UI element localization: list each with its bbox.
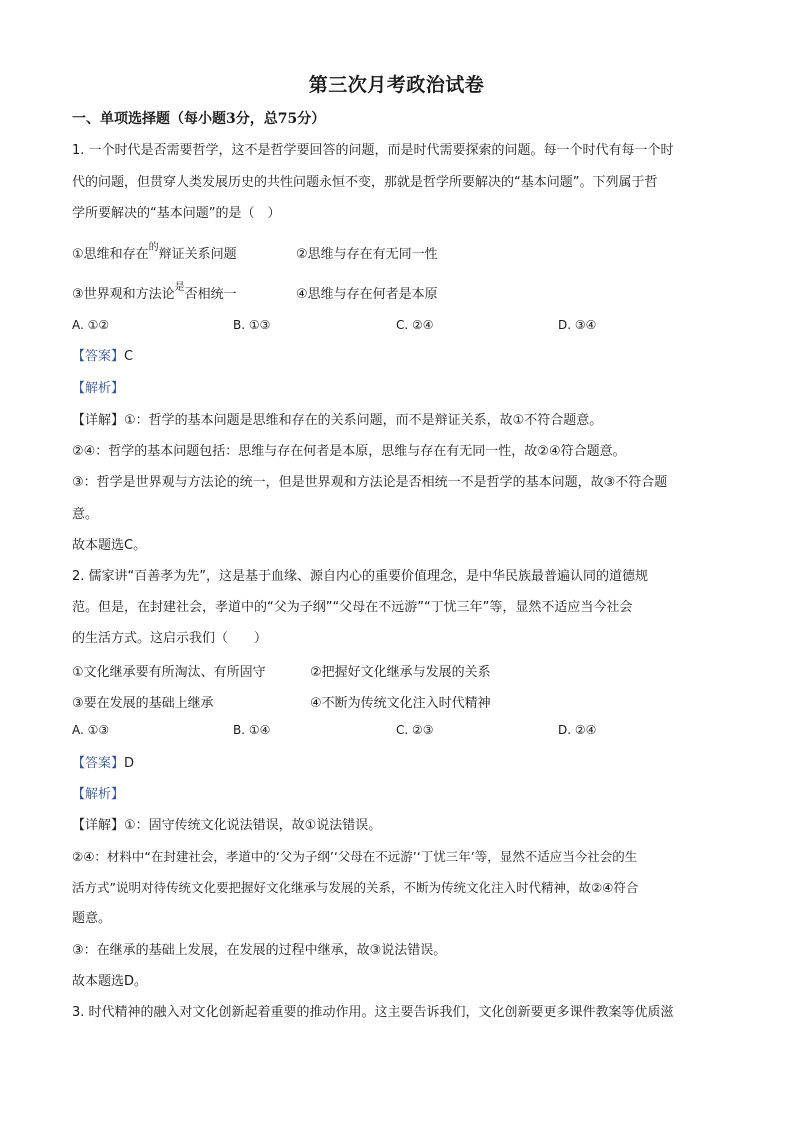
analysis-line: 故本题选D。: [72, 974, 148, 989]
question-2-item: ②把握好文化继承与发展的关系: [310, 665, 491, 680]
choice-c: C. ②③: [396, 723, 434, 737]
answer-line: [72, 348, 732, 366]
analysis-line: 活方式”说明对待传统文化要把握好文化继承与发展的关系，不断为传统文化注入时代精神，故②④符合: [72, 880, 639, 895]
item-text: ②思维与存在有无同一性: [296, 247, 438, 262]
section-heading: 一、单项选择题（每小题3分，总75分）: [72, 111, 326, 127]
question-1-stem-line: 1. 一个时代是否需要哲学，这不是哲学要回答的问题，而是时代需要探索的问题。每一个时代有每一个时: [72, 143, 674, 158]
item-text: 的: [148, 242, 159, 253]
analysis-line: ②④：哲学的基本问题包括：思维与存在何者是本原，思维与存在有无同一性，故②④符合题意。: [72, 444, 626, 459]
item-text: ①思维和存在: [72, 247, 149, 262]
page-title: 第三次月考政治试卷: [308, 74, 485, 96]
answer-tag: 【答案】: [72, 756, 125, 771]
analysis-line: ③：在继承的基础上发展，在发展的过程中继承，故③说法错误。: [72, 943, 447, 958]
item-text: 是: [174, 282, 185, 293]
answer-line: [72, 755, 732, 773]
item-text: ③世界观和方法论: [72, 287, 175, 302]
analysis-line: 故本题选C。: [72, 538, 147, 553]
question-2-stem-line: 范。但是，在封建社会，孝道中的“父为子纲”“父母在不远游”“丁忧三年”等，显然不适应当今社会: [72, 600, 633, 615]
choice-c: C. ②④: [396, 318, 434, 332]
question-1-stem-line: 代的问题，但贯穿人类发展历史的共性问题永恒不变，那就是哲学所要解决的“基本问题”。下列属于哲: [72, 175, 658, 190]
analysis-line: 【详解】①：哲学的基本问题是思维和存在的关系问题，而不是辩证关系，故①不符合题意。: [72, 413, 603, 428]
question-2-stem-line: 的生活方式。这启示我们（ ）: [72, 631, 268, 646]
analysis-line: 题意。: [72, 911, 112, 926]
analysis-line: 意。: [72, 507, 99, 522]
choice-d: D. ②④: [558, 723, 597, 737]
item-text: 否相统一: [184, 287, 237, 302]
choice-a: A. ①③: [72, 723, 110, 737]
item-text: 辩证关系问题: [158, 247, 237, 262]
question-2-item: ①文化继承要有所淘汰、有所固守: [72, 665, 266, 680]
analysis-tag: 【解析】: [72, 787, 125, 802]
analysis-line: ③：哲学是世界观与方法论的统一，但是世界观和方法论是否相统一不是哲学的基本问题，故③不符合题: [72, 475, 668, 490]
choice-a: A. ①②: [72, 318, 110, 332]
question-2-item: ④不断为传统文化注入时代精神: [310, 696, 491, 711]
question-2-item: ③要在发展的基础上继承: [72, 696, 214, 711]
analysis-line: ②④：材料中“在封建社会，孝道中的‘父为子纲’‘父母在不远游’‘丁忧三年’等，显然不适应当今社会的生: [72, 849, 638, 864]
answer-value: C: [124, 349, 134, 364]
question-2-stem-line: 2. 儒家讲“百善孝为先”，这是基于血缘、源自内心的重要价值理念，是中华民族最普遍认同的道德规: [72, 569, 649, 584]
question-1-item: [72, 243, 237, 262]
question-1-item: [296, 243, 438, 262]
item-text: ④思维与存在何者是本原: [296, 287, 438, 302]
answer-value: D: [124, 756, 135, 771]
analysis-line: 【详解】①：固守传统文化说法错误，故①说法错误。: [72, 818, 382, 833]
question-1-item: [296, 283, 438, 302]
answer-tag: 【答案】: [72, 349, 125, 364]
question-1-item: [72, 283, 237, 302]
choice-d: D. ③④: [558, 318, 597, 332]
analysis-tag: 【解析】: [72, 381, 125, 396]
question-3-stem-line: 3. 时代精神的融入对文化创新起着重要的推动作用。这主要告诉我们，文化创新要更多课件教案等优质滋: [72, 1005, 674, 1020]
question-1-stem-line: 学所要解决的“基本问题”的是（ ）: [72, 206, 281, 221]
choice-b: B. ①③: [233, 318, 271, 332]
choice-b: B. ①④: [233, 723, 271, 737]
